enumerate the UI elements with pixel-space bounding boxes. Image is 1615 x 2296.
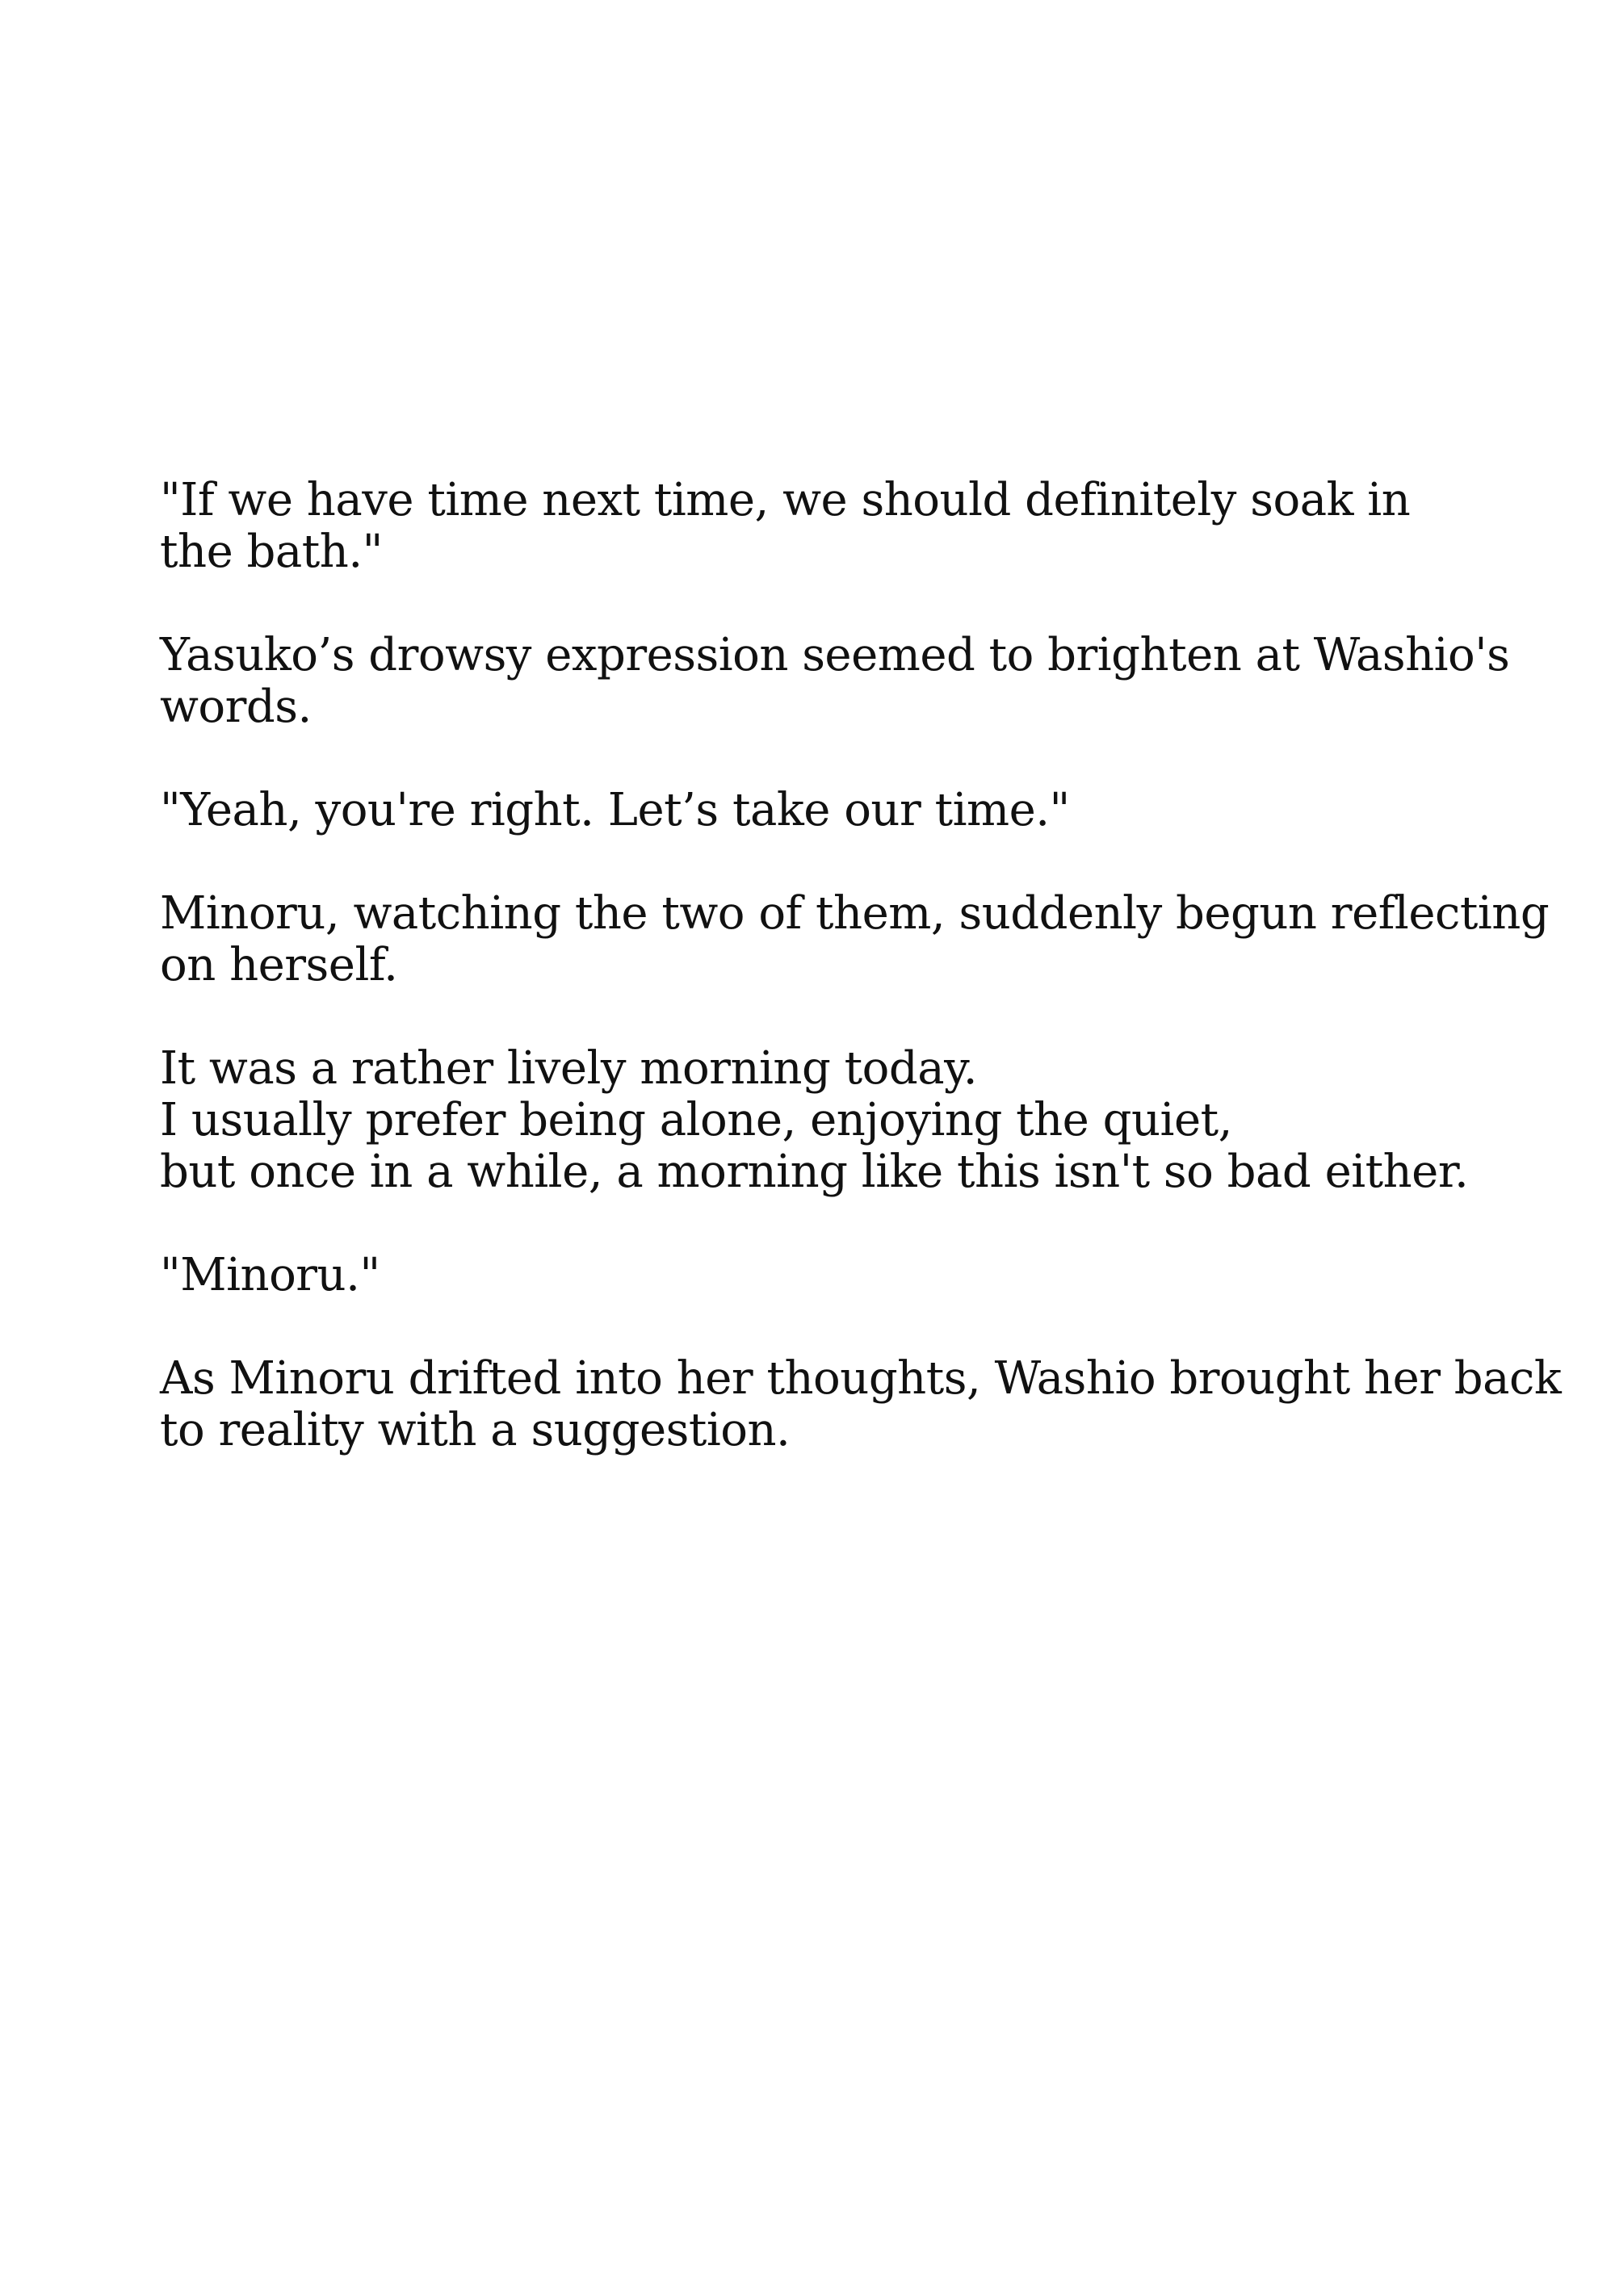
text-line: Yasuko’s drowsy expression seemed to brighten at Washio's	[160, 629, 1510, 681]
paragraph-6	[160, 1250, 1549, 1301]
paragraph-5	[160, 1043, 1549, 1198]
text-line: words.	[160, 681, 312, 733]
text-line: to reality with a suggestion.	[160, 1404, 791, 1456]
text-line: "Yeah, you're right. Let’s take our time."	[160, 784, 1070, 836]
paragraph-7	[160, 1352, 1562, 1456]
text-line: but once in a while, a morning like this isn't so bad either.	[160, 1146, 1469, 1198]
text-line: the bath."	[160, 526, 383, 578]
body-text	[160, 474, 1562, 1508]
paragraph-4	[160, 888, 1549, 991]
text-line: It was a rather lively morning today.	[160, 1042, 978, 1095]
paragraph-3	[160, 785, 1549, 836]
text-line: "Minoru."	[160, 1249, 380, 1301]
text-line: I usually prefer being alone, enjoying the quiet,	[160, 1094, 1232, 1146]
paragraph-1	[160, 475, 1549, 578]
text-line: Minoru, watching the two of them, suddenly begun reflecting	[160, 887, 1550, 940]
text-line: As Minoru drifted into her thoughts, Washio brought her back	[160, 1352, 1562, 1405]
text-line: "If we have time next time, we should definitely soak in	[160, 474, 1411, 526]
text-line: on herself.	[160, 939, 398, 991]
paragraph-2	[160, 630, 1549, 733]
